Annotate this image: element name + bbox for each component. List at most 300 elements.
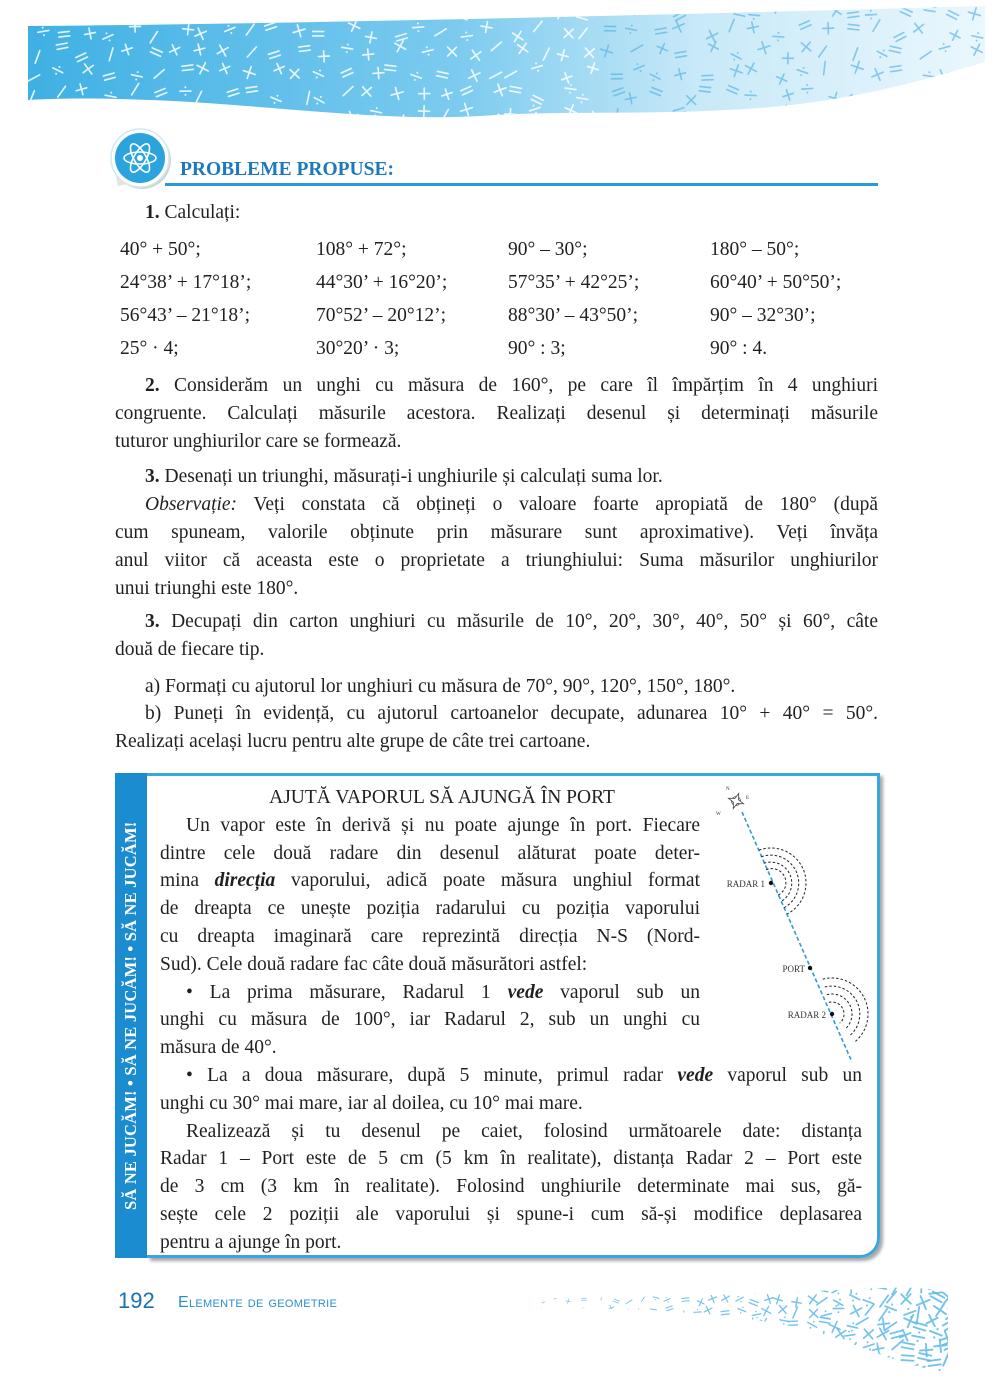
observation (115, 491, 878, 603)
math-symbol (752, 1334, 759, 1341)
math-symbol (663, 1296, 672, 1304)
math-symbol (884, 1364, 897, 1375)
math-symbol (83, 104, 91, 115)
math-symbol (724, 1318, 733, 1327)
math-symbol (668, 1356, 676, 1364)
radar-1-label: RADAR 1 (726, 879, 765, 889)
math-symbol (705, 1341, 714, 1350)
problem-3b-part-a (115, 673, 878, 701)
math-symbol (779, 1316, 790, 1326)
math-symbol (370, 7, 382, 16)
math-symbol (63, 1, 72, 10)
bold-text: 3. (145, 466, 160, 487)
math-symbol (736, 1282, 744, 1292)
math-symbol (846, 1321, 859, 1333)
text-line (160, 867, 700, 895)
math-symbol (864, 1329, 874, 1339)
math-symbol (862, 1339, 876, 1352)
text-line (115, 372, 878, 400)
text-run: mina (160, 870, 215, 892)
text-line: pentru a ajunge în port. (160, 1231, 342, 1253)
math-symbol (697, 1345, 705, 1348)
math-symbol (655, 1357, 662, 1362)
math-symbol (621, 1328, 628, 1335)
math-symbol (912, 1307, 925, 1322)
text-run: Decupați din carton unghiuri cu măsurile de 10°, 20°, 30°, 40°, 50° și 60°, câte (159, 611, 878, 632)
problem-3b-part-b (115, 700, 878, 756)
math-symbol (612, 1, 624, 10)
problem-3 (115, 463, 878, 491)
math-symbol (865, 1356, 874, 1368)
math-symbol (678, 1355, 684, 1363)
math-symbol (848, 1290, 862, 1303)
math-symbol (869, 93, 881, 101)
math-symbol (598, 1344, 605, 1351)
math-symbol (880, 1295, 888, 1307)
math-symbol (635, 1308, 642, 1315)
math-symbol (102, 3, 114, 10)
math-symbol (708, 1367, 717, 1375)
math-symbol (754, 112, 767, 125)
math-symbol (737, 1329, 748, 1339)
math-symbol (779, 105, 790, 118)
math-symbol (844, 1369, 855, 1374)
math-symbol (918, 1353, 931, 1360)
game-side-band (115, 773, 147, 1258)
math-symbol (556, 1286, 562, 1292)
math-symbol (731, 1355, 741, 1365)
math-symbol (348, 9, 359, 22)
italic-text: Observație: (145, 494, 238, 515)
math-symbol (639, 1284, 646, 1291)
math-symbol (924, 106, 934, 118)
text-line: congruente. Calculați măsurile acestora. Realizați desenul și determinați măsurile (115, 403, 878, 424)
math-symbol (835, 1366, 846, 1375)
math-symbol (879, 1309, 887, 1321)
math-symbol (517, 0, 528, 13)
math-symbol (640, 1343, 647, 1347)
math-symbol (941, 1351, 952, 1366)
math-symbol (612, 1346, 619, 1353)
math-symbol (877, 1328, 888, 1339)
math-symbol (846, 1283, 857, 1294)
text-line: unghi cu măsura de 100°, iar Radarul 2, sub un unghi cu (160, 1009, 700, 1031)
math-symbol (652, 1294, 660, 1301)
math-symbol (833, 1304, 844, 1314)
math-symbol (487, 3, 500, 16)
math-symbol (968, 72, 982, 85)
math-symbol (928, 1326, 944, 1341)
exercise-item: 57°35’ + 42°25’; (508, 272, 640, 293)
math-symbol (568, 1370, 573, 1375)
text-run: Veți constata că obțineți o valoare foarte apropiată de 180° (după (237, 494, 878, 515)
math-symbol (830, 1284, 844, 1297)
math-symbol (877, 1318, 890, 1331)
math-symbol (599, 1294, 604, 1300)
math-symbol (791, 1307, 800, 1318)
math-symbol (614, 1371, 620, 1374)
math-symbol (678, 1323, 684, 1331)
text-line: cu dreapta imaginară care reprezintă direcția N-S (Nord- (160, 925, 700, 947)
math-symbol (849, 1343, 857, 1354)
math-symbol (943, 1319, 957, 1330)
math-symbol (815, 1363, 828, 1376)
math-symbol (772, 1294, 783, 1305)
math-symbol (831, 1296, 845, 1309)
text-line: sește cele 2 poziții ale vaporului și spune-i cum să-și modifice deplasarea (160, 1203, 862, 1225)
math-symbol (569, 1350, 574, 1353)
text-run: • La prima măsurare, Radarul 1 (186, 981, 508, 1003)
math-symbol (821, 1342, 832, 1353)
text-line: Realizează și tu desenul pe caiet, folosind următoarele date: distanța (186, 1120, 862, 1142)
math-symbol (597, 1370, 603, 1376)
math-symbol (540, 1359, 545, 1363)
radar-wave-arc (761, 855, 798, 908)
math-symbol (551, 1331, 557, 1336)
exercise-item: 88°30’ – 43°50’; (508, 305, 639, 326)
math-symbol (539, 1307, 544, 1311)
text-line: de dreapta ce unește poziția radarului cu poziția vaporului (160, 898, 700, 920)
math-symbol (933, 1368, 947, 1380)
math-symbol (35, 112, 46, 123)
math-symbol (968, 93, 979, 106)
math-symbol (788, 1321, 798, 1325)
math-symbol (671, 1365, 678, 1372)
math-symbol (844, 1330, 856, 1341)
compass-label: N (726, 787, 730, 792)
math-symbol (796, 1358, 805, 1369)
math-symbol (720, 1343, 728, 1347)
math-symbol (666, 1306, 673, 1311)
math-symbol (751, 1310, 761, 1319)
math-symbol (938, 109, 948, 122)
math-symbol (629, 1358, 635, 1361)
math-symbol (553, 1296, 558, 1299)
exercise-item: 180° – 50°; (710, 239, 800, 260)
math-symbol (751, 1340, 758, 1347)
text-line: tuturor unghiurilor care se formează. (115, 431, 402, 452)
math-symbol (678, 1345, 686, 1351)
math-symbol (545, 1366, 549, 1370)
math-symbol (856, 1314, 868, 1327)
bold-italic-text: vede (507, 981, 544, 1003)
math-symbol (323, 0, 334, 10)
math-symbol (719, 1335, 727, 1342)
math-symbol (417, 7, 429, 19)
math-symbol (883, 1355, 898, 1370)
math-symbol (581, 1332, 587, 1338)
math-symbol (943, 1292, 954, 1303)
math-symbol (680, 1310, 689, 1319)
math-symbol (885, 1319, 897, 1333)
math-symbol (537, 6, 551, 19)
radar-1-point (769, 881, 773, 885)
text-line (115, 199, 878, 227)
exercise-item: 108° + 72°; (316, 239, 407, 260)
math-symbol (684, 1282, 692, 1287)
radar-2-point (830, 1012, 834, 1016)
math-symbol (809, 1309, 817, 1317)
math-symbol (543, 1321, 548, 1326)
exercise-item: 90° – 30°; (508, 239, 588, 260)
math-symbol (693, 1317, 701, 1325)
math-symbol (174, 3, 186, 9)
math-symbol (623, 1308, 630, 1315)
math-symbol (779, 1343, 789, 1347)
math-symbol (692, 1364, 702, 1374)
math-symbol (559, 1312, 564, 1315)
math-symbol (902, 1342, 915, 1349)
math-symbol (541, 1300, 546, 1305)
math-symbol (600, 1331, 606, 1334)
math-symbol (761, 1284, 772, 1294)
math-symbol (37, 10, 49, 22)
math-symbol (590, 111, 601, 122)
text-run: vaporului, adică poate măsura unghiul format (275, 870, 700, 892)
math-symbol (651, 1321, 659, 1329)
math-symbol (610, 1335, 617, 1341)
math-symbol (704, 1327, 714, 1337)
math-symbols-pattern (539, 1279, 959, 1381)
math-symbol (655, 1287, 662, 1290)
math-symbol (584, 1322, 589, 1327)
math-symbol (581, 1288, 585, 1292)
math-symbol (806, 114, 815, 123)
math-symbol (720, 1286, 728, 1290)
header-banner (0, 0, 992, 125)
math-symbol (664, 1336, 671, 1343)
math-symbol (758, 1316, 770, 1328)
game-bullet (160, 979, 700, 1062)
math-symbol (611, 1323, 617, 1328)
math-symbol (696, 1297, 706, 1307)
radar-wave-arc (764, 862, 792, 901)
math-symbol (736, 1305, 747, 1315)
math-symbol (667, 1321, 674, 1328)
math-symbol (721, 1311, 729, 1315)
section-divider (165, 183, 878, 186)
math-symbol (764, 1345, 771, 1354)
math-symbol (624, 1323, 630, 1328)
exercise-item: 90° – 32°30’; (710, 305, 816, 326)
math-symbol (892, 1338, 903, 1351)
math-symbol (539, 1343, 543, 1348)
math-symbol (556, 1374, 560, 1376)
math-symbol (847, 1350, 856, 1361)
math-symbol (739, 1344, 747, 1354)
text-line (160, 979, 700, 1007)
math-symbol (775, 1369, 783, 1379)
math-symbol (901, 1355, 913, 1360)
math-symbol (294, 3, 305, 14)
exercise-item: 56°43’ – 21°18’; (120, 305, 251, 326)
math-symbol (388, 2, 401, 15)
math-symbol (806, 1279, 819, 1292)
text-line: Realizați același lucru pentru alte grupe de câte trei cartoane. (115, 731, 591, 752)
ship-course-line (742, 812, 852, 1062)
math-symbol (930, 1292, 944, 1303)
math-symbol (627, 3, 640, 16)
math-symbol (708, 114, 720, 122)
math-symbol (694, 1309, 702, 1316)
math-symbol (891, 1282, 900, 1295)
math-symbol (792, 0, 805, 11)
math-symbol (915, 1280, 928, 1293)
math-symbol (143, 8, 157, 22)
math-symbol (613, 1299, 619, 1303)
math-symbol (749, 1299, 758, 1305)
math-symbol (710, 1352, 718, 1361)
math-symbol (904, 1366, 917, 1372)
text-run: vaporul sub un (713, 1064, 862, 1086)
math-symbol (829, 1321, 840, 1332)
math-symbol (572, 1313, 577, 1316)
math-symbol (544, 1334, 550, 1340)
math-symbol (862, 1279, 876, 1293)
math-symbol (650, 0, 664, 13)
math-symbol (572, 1323, 577, 1329)
port-point (808, 966, 812, 970)
math-symbol (649, 1335, 656, 1343)
math-symbol (762, 1306, 771, 1315)
math-symbol (553, 1323, 558, 1328)
math-symbol (624, 1286, 630, 1292)
math-symbol (939, 95, 951, 102)
math-symbol (821, 114, 833, 123)
math-symbol (917, 1296, 930, 1309)
math-symbol (817, 1295, 827, 1307)
math-symbol (852, 107, 864, 116)
compass-icon (716, 787, 749, 817)
math-symbol (866, 116, 878, 122)
math-symbol (820, 1309, 832, 1320)
math-symbol (763, 1356, 773, 1366)
text-line: a) Formați cu ajutorul lor unghiuri cu măsura de 70°, 90°, 120°, 150°, 180°. (145, 676, 736, 697)
math-symbol (597, 1319, 604, 1325)
math-symbol (902, 1306, 917, 1320)
math-symbol (739, 1322, 748, 1327)
math-symbol (861, 1295, 875, 1308)
math-symbol (223, 0, 232, 10)
math-symbol (883, 1301, 898, 1315)
math-symbol (775, 1333, 786, 1344)
math-symbol (804, 1358, 813, 1367)
math-symbol (62, 117, 74, 125)
game-title: AJUTĂ VAPORUL SĂ AJUNGĂ ÎN PORT (269, 787, 615, 808)
exercise-item: 25° · 4; (120, 338, 179, 359)
math-symbol (599, 1284, 605, 1288)
math-symbol (892, 87, 900, 98)
math-symbol (934, 1304, 946, 1316)
bold-text: 1. (145, 202, 160, 223)
math-symbol (793, 1368, 804, 1379)
math-symbol (585, 1344, 590, 1350)
math-symbol (875, 1282, 887, 1289)
text-line: Un vapor este în derivă și nu poate ajunge în port. Fiecare (186, 814, 700, 836)
text-line: unui triunghi este 180°. (115, 578, 299, 599)
game-paragraph (160, 812, 700, 979)
compass-label: W (716, 812, 721, 817)
math-symbol (872, 1342, 885, 1355)
math-symbol (793, 1282, 805, 1294)
math-symbol (312, 115, 325, 125)
math-symbol (638, 1354, 643, 1359)
math-symbol (250, 5, 260, 17)
math-symbol (750, 1358, 759, 1363)
math-symbol (790, 1333, 799, 1344)
math-symbol (624, 1340, 631, 1347)
math-symbol (944, 1360, 958, 1376)
math-symbol (122, 8, 132, 18)
math-symbol (679, 1368, 686, 1376)
math-symbol (555, 1358, 561, 1364)
math-symbol (612, 1282, 619, 1289)
math-symbol (817, 1286, 828, 1292)
text-line: dintre cele două radare din desenul alăturat poate deter- (160, 842, 700, 864)
exercise-item: 90° : 3; (508, 338, 566, 359)
math-symbol (594, 1355, 599, 1358)
math-symbol (581, 1298, 586, 1300)
text-run: • La a doua măsurare, după 5 minute, primul radar (186, 1064, 678, 1086)
radar-2-label: RADAR 2 (787, 1010, 826, 1020)
text-run: Calculați: (159, 202, 241, 223)
math-symbol (836, 1329, 846, 1339)
text-line: Radar 1 – Port este de 5 cm (5 km în realitate), distanța Radar 2 – Port este (160, 1148, 862, 1170)
math-symbol (147, 109, 157, 121)
math-symbol (726, 1357, 733, 1366)
math-symbol (573, 1287, 579, 1293)
math-symbol (80, 0, 95, 14)
text-run: Considerăm un unghi cu măsura de 160°, pe care îl împărțim în 4 unghiuri (159, 375, 878, 396)
text-line (115, 463, 878, 491)
math-symbol (565, 1299, 570, 1304)
math-symbol (911, 1330, 925, 1343)
math-symbol (615, 1354, 620, 1359)
math-symbol (791, 1297, 802, 1308)
math-symbol (626, 1298, 632, 1305)
math-symbol (650, 1309, 657, 1313)
math-symbol (653, 1344, 662, 1353)
game-band-label: SĂ NE JUCĂM! • SĂ NE JUCĂM! • SĂ NE JUCĂM! (121, 821, 140, 1210)
math-symbol (270, 4, 281, 15)
math-symbol (851, 1306, 862, 1317)
math-symbol (920, 1343, 933, 1356)
text-run: vaporul sub un (543, 981, 700, 1003)
math-symbol (803, 1340, 814, 1348)
math-symbol (873, 1368, 885, 1375)
math-symbol (831, 1355, 845, 1368)
math-symbol (712, 1284, 720, 1292)
math-symbol (806, 1319, 819, 1332)
math-symbol (244, 110, 253, 122)
math-symbol (809, 1334, 820, 1344)
math-symbol (722, 1365, 731, 1375)
math-symbol (896, 103, 907, 114)
exercise-item: 24°38’ + 17°18’; (120, 272, 252, 293)
math-symbol (691, 1328, 700, 1337)
math-symbol (865, 1304, 874, 1316)
chapter-name: Elemente de geometrie (178, 1294, 338, 1311)
math-symbol (831, 1342, 844, 1355)
text-line (115, 608, 878, 636)
math-symbol (763, 1293, 774, 1304)
text-line (115, 491, 878, 519)
math-symbol (608, 1305, 614, 1311)
math-symbol (906, 1282, 916, 1295)
text-line: Sud). Cele două radare fac câte două măsurători astfel: (160, 953, 588, 975)
math-symbol (663, 113, 673, 125)
radar-diagram (700, 775, 880, 1075)
